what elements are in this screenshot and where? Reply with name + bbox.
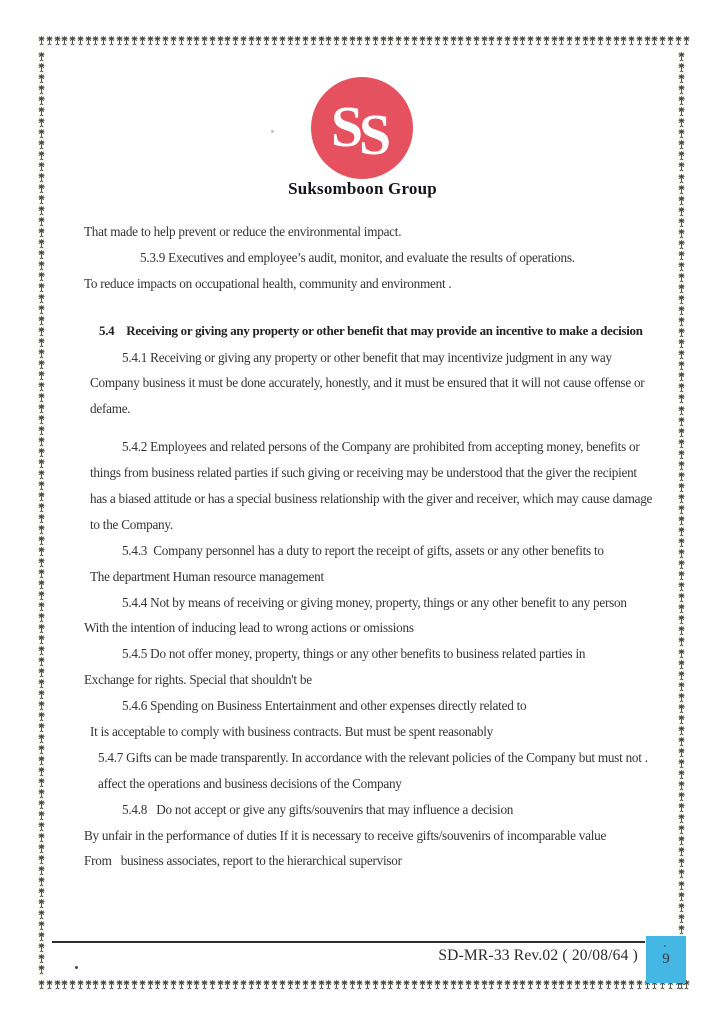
tree-ornament-icon: [38, 392, 45, 403]
company-logo: [310, 76, 414, 180]
tree-ornament-icon: [574, 35, 581, 46]
text-line: To reduce impacts on occupational health, community and environment .: [84, 275, 452, 291]
text-line: 5.3.9 Executives and employee’s audit, monitor, and evaluate the results of operations.: [140, 249, 575, 265]
tree-ornament-icon: [38, 865, 45, 876]
tree-ornament-icon: [341, 979, 348, 990]
tree-ornament-icon: [38, 425, 45, 436]
tree-ornament-icon: [38, 601, 45, 612]
tree-ornament-icon: [519, 979, 526, 990]
tree-ornament-icon: [636, 979, 643, 990]
tree-ornament-icon: [170, 979, 177, 990]
tree-ornament-icon: [38, 766, 45, 777]
tree-ornament-icon: [442, 35, 449, 46]
tree-ornament-icon: [61, 35, 68, 46]
tree-ornament-icon: [38, 678, 45, 689]
tree-ornament-icon: [411, 979, 418, 990]
tree-ornament-icon: [279, 979, 286, 990]
tree-ornament-icon: [504, 979, 511, 990]
tree-ornament-icon: [395, 35, 402, 46]
tree-ornament-icon: [551, 979, 558, 990]
tree-ornament-icon: [678, 62, 685, 73]
tree-ornament-icon: [589, 979, 596, 990]
tree-ornament-icon: [512, 979, 519, 990]
tree-ornament-icon: [38, 381, 45, 392]
tree-ornament-icon: [589, 35, 596, 46]
tree-ornament-icon: [69, 35, 76, 46]
tree-ornament-icon: [38, 744, 45, 755]
tree-ornament-icon: [38, 249, 45, 260]
text-line: The department Human resource management: [90, 568, 324, 584]
tree-ornament-icon: [364, 979, 371, 990]
tree-ornament-icon: [38, 579, 45, 590]
text-line: things from business related parties if such giving or receiving may be understood that the giver the recipient: [90, 465, 637, 481]
text-line: 5.4.6 Spending on Business Entertainment and other expenses directly related to: [122, 698, 527, 714]
tree-ornament-icon: [302, 35, 309, 46]
tree-ornament-icon: [678, 73, 685, 84]
text-line: That made to help prevent or reduce the environmental impact.: [84, 224, 402, 239]
tree-ornament-icon: [341, 35, 348, 46]
tree-ornament-icon: [224, 35, 231, 46]
tree-ornament-icon: [582, 979, 589, 990]
scan-artifact: [75, 966, 78, 969]
tree-ornament-icon: [271, 35, 278, 46]
text-line: It is acceptable to comply with business contracts. But must be spent reasonably: [90, 724, 494, 740]
tree-ornament-icon: [38, 216, 45, 227]
tree-ornament-icon: [310, 35, 317, 46]
tree-ornament-icon: [558, 979, 565, 990]
tree-ornament-icon: [488, 979, 495, 990]
tree-ornament-icon: [255, 979, 262, 990]
tree-ornament-icon: [263, 35, 270, 46]
tree-ornament-icon: [287, 35, 294, 46]
document-body: [84, 219, 686, 874]
tree-ornament-icon: [535, 35, 542, 46]
logo-letter-s1: S: [330, 94, 364, 159]
tree-ornament-icon: [678, 139, 685, 150]
text-line: From business associates, report to the hierarchical supervisor: [84, 853, 402, 869]
tree-ornament-icon: [678, 880, 685, 891]
page-number: 9: [662, 951, 670, 967]
tree-ornament-icon: [411, 35, 418, 46]
tree-ornament-icon: [38, 645, 45, 656]
tree-ornament-icon: [333, 35, 340, 46]
tree-ornament-icon: [131, 35, 138, 46]
company-name: Suksomboon Group: [288, 179, 437, 198]
tree-ornament-icon: [38, 304, 45, 315]
text-line: defame.: [90, 401, 131, 417]
tree-ornament-icon: [380, 979, 387, 990]
tree-ornament-icon: [442, 979, 449, 990]
tree-ornament-icon: [193, 979, 200, 990]
tree-ornament-icon: [147, 979, 154, 990]
tree-ornament-icon: [38, 205, 45, 216]
logo-letter-s2: S: [358, 102, 392, 167]
tree-ornament-icon: [224, 979, 231, 990]
tree-ornament-icon: [597, 35, 604, 46]
tree-ornament-icon: [38, 755, 45, 766]
tree-ornament-icon: [108, 35, 115, 46]
tree-ornament-icon: [38, 656, 45, 667]
tree-ornament-icon: [38, 95, 45, 106]
tree-ornament-icon: [488, 35, 495, 46]
tree-ornament-icon: [651, 35, 658, 46]
section-heading: 5.4 Receiving or giving any property or other benefit that may provide an incentive to make a decision: [99, 323, 643, 338]
tree-ornament-icon: [678, 913, 685, 924]
tree-ornament-icon: [170, 35, 177, 46]
tree-ornament-icon: [38, 799, 45, 810]
tree-ornament-icon: [302, 979, 309, 990]
tree-ornament-icon: [38, 326, 45, 337]
tree-ornament-icon: [38, 689, 45, 700]
tree-ornament-icon: [77, 35, 84, 46]
tree-ornament-icon: [46, 35, 53, 46]
tree-ornament-icon: [419, 979, 426, 990]
tree-ornament-icon: [628, 979, 635, 990]
tree-ornament-icon: [123, 35, 130, 46]
text-line: By unfair in the performance of duties If it is necessary to receive gifts/souvenirs of incomparable value: [84, 827, 607, 843]
tree-ornament-icon: [38, 315, 45, 326]
tree-ornament-icon: [38, 722, 45, 733]
tree-ornament-icon: [38, 117, 45, 128]
tree-ornament-icon: [232, 979, 239, 990]
tree-ornament-icon: [116, 979, 123, 990]
tree-ornament-icon: [279, 35, 286, 46]
tree-ornament-icon: [620, 35, 627, 46]
text-line: Exchange for rights. Special that shouldn't be: [84, 672, 312, 688]
tree-ornament-icon: [38, 51, 45, 62]
tree-ornament-icon: [108, 979, 115, 990]
tree-ornament-icon: [38, 700, 45, 711]
tree-ornament-icon: [38, 238, 45, 249]
tree-ornament-icon: [77, 979, 84, 990]
tree-ornament-icon: [201, 35, 208, 46]
tree-ornament-icon: [217, 979, 224, 990]
tree-ornament-icon: [504, 35, 511, 46]
tree-ornament-icon: [116, 35, 123, 46]
tree-ornament-icon: [186, 979, 193, 990]
tree-ornament-icon: [38, 106, 45, 117]
tree-ornament-icon: [318, 979, 325, 990]
tree-ornament-icon: [678, 84, 685, 95]
tree-ornament-icon: [100, 979, 107, 990]
tree-ornament-icon: [38, 35, 45, 46]
tree-ornament-icon: [38, 568, 45, 579]
tree-ornament-icon: [38, 623, 45, 634]
tree-ornament-icon: [613, 35, 620, 46]
tree-ornament-icon: [349, 979, 356, 990]
tree-ornament-icon: [473, 35, 480, 46]
text-line: has a biased attitude or has a special business relationship with the giver and receiver, which may cause damage: [90, 491, 653, 507]
tree-ornament-icon: [678, 206, 685, 217]
tree-ornament-icon: [38, 513, 45, 524]
tree-ornament-icon: [38, 876, 45, 887]
tree-ornament-icon: [620, 979, 627, 990]
tree-ornament-icon: [38, 436, 45, 447]
tree-ornament-icon: [46, 979, 53, 990]
text-line: 5.4.3 Company personnel has a duty to report the receipt of gifts, assets or any other benefits to: [122, 542, 604, 558]
tree-ornament-icon: [473, 979, 480, 990]
tree-ornament-icon: [628, 35, 635, 46]
tree-ornament-icon: [356, 35, 363, 46]
tree-ornament-icon: [38, 979, 45, 990]
tree-ornament-icon: [38, 634, 45, 645]
tree-ornament-icon: [678, 891, 685, 902]
tree-ornament-icon: [465, 979, 472, 990]
tree-ornament-icon: [139, 35, 146, 46]
tree-ornament-icon: [426, 979, 433, 990]
text-line: 5.4.4 Not by means of receiving or giving money, property, things or any other benefit to any person: [122, 594, 627, 610]
tree-ornament-icon: [496, 35, 503, 46]
tree-ornament-icon: [38, 227, 45, 238]
decorative-border-bottom: [38, 979, 690, 992]
tree-ornament-icon: [38, 161, 45, 172]
tree-ornament-icon: [678, 150, 685, 161]
page-number-badge: [646, 936, 686, 983]
tree-ornament-icon: [678, 95, 685, 106]
tree-ornament-icon: [678, 924, 685, 935]
tree-ornament-icon: [535, 979, 542, 990]
tree-ornament-icon: [38, 788, 45, 799]
tree-ornament-icon: [38, 260, 45, 271]
tree-ornament-icon: [131, 979, 138, 990]
tree-ornament-icon: [38, 370, 45, 381]
tree-ornament-icon: [419, 35, 426, 46]
tree-ornament-icon: [605, 35, 612, 46]
tree-ornament-icon: [38, 150, 45, 161]
tree-ornament-icon: [356, 979, 363, 990]
tree-ornament-icon: [678, 51, 685, 62]
tree-ornament-icon: [543, 979, 550, 990]
tree-ornament-icon: [558, 35, 565, 46]
tree-ornament-icon: [38, 854, 45, 865]
tree-ornament-icon: [38, 777, 45, 788]
tree-ornament-icon: [38, 293, 45, 304]
tree-ornament-icon: [380, 35, 387, 46]
footer-rule: [52, 941, 645, 943]
text-line: Company business it must be done accurately, honestly, and it must be ensured that it will not cause offense or: [90, 375, 645, 391]
tree-ornament-icon: [38, 403, 45, 414]
tree-ornament-icon: [85, 979, 92, 990]
tree-ornament-icon: [248, 35, 255, 46]
tree-ornament-icon: [38, 458, 45, 469]
tree-ornament-icon: [457, 35, 464, 46]
tree-ornament-icon: [519, 35, 526, 46]
tree-ornament-icon: [38, 282, 45, 293]
tree-ornament-icon: [481, 979, 488, 990]
tree-ornament-icon: [232, 35, 239, 46]
tree-ornament-icon: [294, 35, 301, 46]
tree-ornament-icon: [678, 117, 685, 128]
tree-ornament-icon: [54, 979, 61, 990]
tree-ornament-icon: [333, 979, 340, 990]
tree-ornament-icon: [139, 979, 146, 990]
tree-ornament-icon: [566, 979, 573, 990]
tree-ornament-icon: [217, 35, 224, 46]
tree-ornament-icon: [659, 35, 666, 46]
tree-ornament-icon: [310, 979, 317, 990]
tree-ornament-icon: [38, 271, 45, 282]
tree-ornament-icon: [193, 35, 200, 46]
tree-ornament-icon: [395, 979, 402, 990]
tree-ornament-icon: [38, 667, 45, 678]
tree-ornament-icon: [92, 35, 99, 46]
tree-ornament-icon: [38, 810, 45, 821]
tree-ornament-icon: [38, 491, 45, 502]
tree-ornament-icon: [496, 979, 503, 990]
tree-ornament-icon: [263, 979, 270, 990]
tree-ornament-icon: [38, 414, 45, 425]
tree-ornament-icon: [287, 979, 294, 990]
tree-ornament-icon: [434, 35, 441, 46]
tree-ornament-icon: [403, 35, 410, 46]
tree-ornament-icon: [527, 35, 534, 46]
tree-ornament-icon: [613, 979, 620, 990]
tree-ornament-icon: [38, 62, 45, 73]
tree-ornament-icon: [162, 979, 169, 990]
tree-ornament-icon: [38, 535, 45, 546]
tree-ornament-icon: [38, 546, 45, 557]
tree-ornament-icon: [450, 35, 457, 46]
tree-ornament-icon: [372, 35, 379, 46]
tree-ornament-icon: [325, 35, 332, 46]
tree-ornament-icon: [403, 979, 410, 990]
tree-ornament-icon: [426, 35, 433, 46]
tree-ornament-icon: [38, 359, 45, 370]
tree-ornament-icon: [667, 35, 674, 46]
tree-ornament-icon: [678, 902, 685, 913]
tree-ornament-icon: [100, 35, 107, 46]
tree-ornament-icon: [512, 35, 519, 46]
tree-ornament-icon: [186, 35, 193, 46]
tree-ornament-icon: [38, 524, 45, 535]
text-line: 5.4.7 Gifts can be made transparently. In accordance with the relevant policies of the Company but must not .: [98, 749, 648, 765]
tree-ornament-icon: [349, 35, 356, 46]
scan-artifact: [271, 130, 274, 133]
tree-ornament-icon: [38, 84, 45, 95]
tree-ornament-icon: [675, 35, 682, 46]
tree-ornament-icon: [294, 979, 301, 990]
tree-ornament-icon: [372, 979, 379, 990]
tree-ornament-icon: [92, 979, 99, 990]
tree-ornament-icon: [481, 35, 488, 46]
text-line: 5.4.5 Do not offer money, property, things or any other benefits to business related parties in: [122, 646, 586, 662]
tree-ornament-icon: [38, 953, 45, 964]
tree-ornament-icon: [38, 843, 45, 854]
text-line: 5.4.2 Employees and related persons of the Company are prohibited from accepting money, benefits or: [122, 439, 640, 455]
text-line: 5.4.8 Do not accept or give any gifts/souvenirs that may influence a decision: [122, 801, 514, 817]
tree-ornament-icon: [434, 979, 441, 990]
tree-ornament-icon: [178, 35, 185, 46]
tree-ornament-icon: [38, 931, 45, 942]
tree-ornament-icon: [566, 35, 573, 46]
tree-ornament-icon: [387, 35, 394, 46]
tree-ornament-icon: [248, 979, 255, 990]
tree-ornament-icon: [574, 979, 581, 990]
tree-ornament-icon: [38, 920, 45, 931]
tree-ornament-icon: [38, 447, 45, 458]
tree-ornament-icon: [38, 898, 45, 909]
tree-ornament-icon: [325, 979, 332, 990]
scan-artifact: [664, 945, 666, 947]
tree-ornament-icon: [605, 979, 612, 990]
tree-ornament-icon: [465, 35, 472, 46]
text-line: With the intention of inducing lead to wrong actions or omissions: [84, 620, 414, 636]
text-line: affect the operations and business decisions of the Company: [98, 775, 402, 791]
tree-ornament-icon: [582, 35, 589, 46]
tree-ornament-icon: [457, 979, 464, 990]
document-code: SD-MR-33 Rev.02 ( 20/08/64 ): [438, 947, 638, 964]
tree-ornament-icon: [209, 979, 216, 990]
text-line: to the Company.: [90, 516, 173, 532]
tree-ornament-icon: [38, 964, 45, 975]
tree-ornament-icon: [38, 887, 45, 898]
tree-ornament-icon: [240, 35, 247, 46]
tree-ornament-icon: [38, 821, 45, 832]
tree-ornament-icon: [147, 35, 154, 46]
tree-ornament-icon: [38, 337, 45, 348]
tree-ornament-icon: [450, 979, 457, 990]
tree-ornament-icon: [38, 711, 45, 722]
tree-ornament-icon: [38, 612, 45, 623]
tree-ornament-icon: [543, 35, 550, 46]
tree-ornament-icon: [551, 35, 558, 46]
tree-ornament-icon: [38, 832, 45, 843]
tree-ornament-icon: [683, 35, 690, 46]
tree-ornament-icon: [240, 979, 247, 990]
text-line: 5.4.1 Receiving or giving any property or other benefit that may incentivize judgment in any way: [122, 349, 612, 365]
decorative-border-top: [38, 35, 690, 48]
tree-ornament-icon: [201, 979, 208, 990]
ss-monogram-icon: [310, 76, 414, 180]
tree-ornament-icon: [636, 35, 643, 46]
tree-ornament-icon: [38, 139, 45, 150]
tree-ornament-icon: [678, 106, 685, 117]
tree-ornament-icon: [38, 590, 45, 601]
tree-ornament-icon: [527, 979, 534, 990]
tree-ornament-icon: [38, 469, 45, 480]
tree-ornament-icon: [678, 161, 685, 172]
tree-ornament-icon: [85, 35, 92, 46]
tree-ornament-icon: [38, 502, 45, 513]
tree-ornament-icon: [69, 979, 76, 990]
tree-ornament-icon: [38, 909, 45, 920]
tree-ornament-icon: [387, 979, 394, 990]
tree-ornament-icon: [178, 979, 185, 990]
tree-ornament-icon: [38, 73, 45, 84]
tree-ornament-icon: [54, 35, 61, 46]
tree-ornament-icon: [644, 35, 651, 46]
tree-ornament-icon: [61, 979, 68, 990]
tree-ornament-icon: [162, 35, 169, 46]
tree-ornament-icon: [255, 35, 262, 46]
tree-ornament-icon: [209, 35, 216, 46]
tree-ornament-icon: [271, 979, 278, 990]
tree-ornament-icon: [38, 480, 45, 491]
tree-ornament-icon: [38, 348, 45, 359]
tree-ornament-icon: [38, 557, 45, 568]
tree-ornament-icon: [318, 35, 325, 46]
tree-ornament-icon: [678, 128, 685, 139]
tree-ornament-icon: [38, 942, 45, 953]
tree-ornament-icon: [38, 128, 45, 139]
tree-ornament-icon: [38, 733, 45, 744]
tree-ornament-icon: [123, 979, 130, 990]
tree-ornament-icon: [597, 979, 604, 990]
tree-ornament-icon: [154, 979, 161, 990]
tree-ornament-icon: [364, 35, 371, 46]
tree-ornament-icon: [154, 35, 161, 46]
